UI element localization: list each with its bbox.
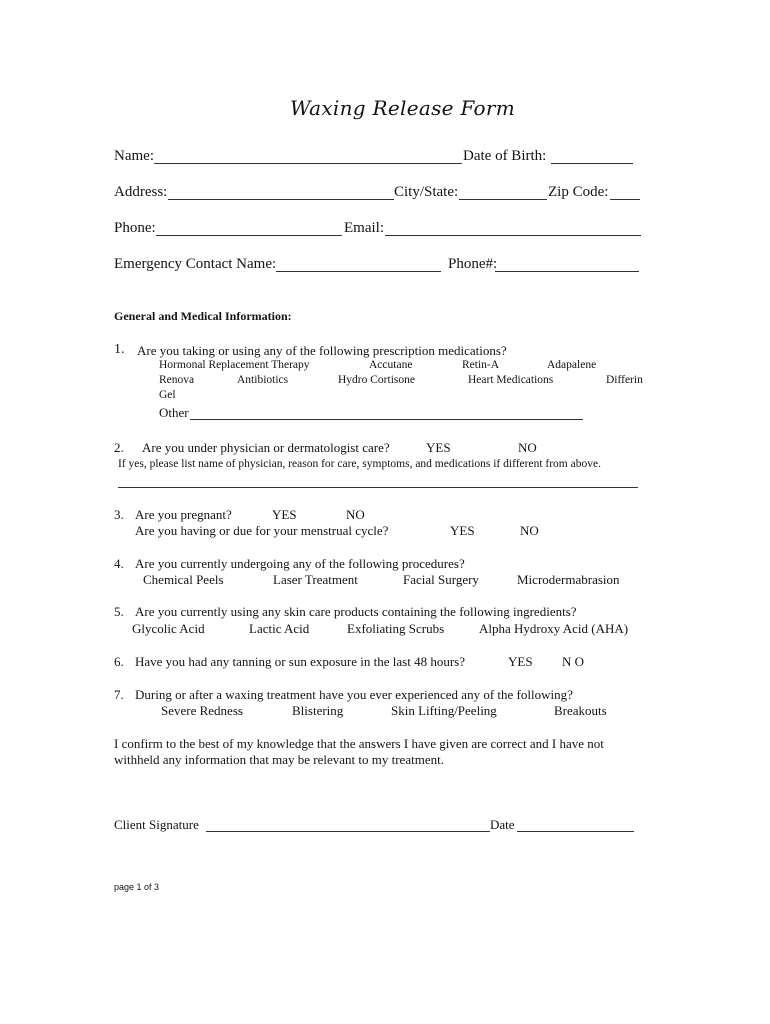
q6-yes[interactable]: YES xyxy=(508,654,533,669)
q3-text2: Are you having or due for your menstrual cycle? xyxy=(135,523,389,538)
confirm-text-line2: withheld any information that may be relevant to my treatment. xyxy=(114,752,444,767)
q7-option: Skin Lifting/Peeling xyxy=(391,703,497,718)
q5-number: 5. xyxy=(114,604,124,619)
q5-option: Alpha Hydroxy Acid (AHA) xyxy=(479,621,629,636)
email-label: Email: xyxy=(344,220,384,236)
confirm-text-line1: I confirm to the best of my knowledge that the answers I have given are correct and I have not xyxy=(114,736,604,751)
q1-number: 1. xyxy=(114,342,125,357)
dob-field[interactable] xyxy=(551,163,633,164)
q6-number: 6. xyxy=(114,654,124,669)
q6-text: Have you had any tanning or sun exposure in the last 48 hours? xyxy=(135,654,465,669)
q1-option: Heart Medications xyxy=(468,374,554,386)
emergency-name-field[interactable] xyxy=(276,271,441,272)
q6-no[interactable]: N O xyxy=(562,654,585,669)
phone-field[interactable] xyxy=(156,235,342,236)
client-signature-label: Client Signature xyxy=(114,817,199,832)
q1-option: Differin xyxy=(606,374,643,386)
q1-other-label: Other xyxy=(159,405,189,420)
name-field[interactable] xyxy=(154,163,462,164)
q2-text: Are you under physician or dermatologist care? xyxy=(142,440,390,455)
q3-number: 3. xyxy=(114,507,124,522)
q5-option: Glycolic Acid xyxy=(132,621,205,636)
q4-number: 4. xyxy=(114,556,124,571)
q5-option: Exfoliating Scrubs xyxy=(347,621,445,636)
q7-option: Breakouts xyxy=(554,703,607,718)
q1-option: Gel xyxy=(159,389,176,401)
q7-text: During or after a waxing treatment have you ever experienced any of the following? xyxy=(135,687,573,702)
q5-text: Are you currently using any skin care products containing the following ingredients? xyxy=(135,604,577,619)
q2-number: 2. xyxy=(114,440,124,455)
q4-option: Facial Surgery xyxy=(403,572,479,587)
q2-note: If yes, please list name of physician, reason for care, symptoms, and medications if different from above. xyxy=(118,458,601,470)
q1-option: Hydro Cortisone xyxy=(338,374,415,386)
q3-text: Are you pregnant? xyxy=(135,507,232,522)
q3-no2[interactable]: NO xyxy=(520,523,539,538)
q7-number: 7. xyxy=(114,687,124,702)
q2-no[interactable]: NO xyxy=(518,440,537,455)
q7-option: Blistering xyxy=(292,703,344,718)
q1-option: Accutane xyxy=(369,359,413,371)
q4-text: Are you currently undergoing any of the following procedures? xyxy=(135,556,465,571)
q2-details-field[interactable] xyxy=(118,487,638,488)
client-signature-field[interactable] xyxy=(206,831,490,832)
emergency-phone-field[interactable] xyxy=(495,271,639,272)
dob-label: Date of Birth: xyxy=(463,148,547,164)
address-label: Address: xyxy=(114,184,168,200)
address-field[interactable] xyxy=(168,199,394,200)
phone-label: Phone: xyxy=(114,220,156,236)
q3-yes2[interactable]: YES xyxy=(450,523,475,538)
city-state-label: City/State: xyxy=(394,184,459,200)
emergency-name-label: Emergency Contact Name: xyxy=(114,256,277,272)
q7-option: Severe Redness xyxy=(161,703,243,718)
signature-date-label: Date xyxy=(490,817,515,832)
q4-option: Chemical Peels xyxy=(143,572,224,587)
q5-option: Lactic Acid xyxy=(249,621,310,636)
q1-text: Are you taking or using any of the following prescription medications? xyxy=(137,343,507,358)
page-title: Waxing Release Form xyxy=(290,96,516,120)
email-field[interactable] xyxy=(385,235,641,236)
q1-option: Hormonal Replacement Therapy xyxy=(159,359,310,371)
q1-other-field[interactable] xyxy=(190,419,583,420)
q4-option: Microdermabrasion xyxy=(517,572,620,587)
q1-option: Adapalene xyxy=(547,359,597,371)
section-heading: General and Medical Information: xyxy=(114,309,292,323)
q1-option: Renova xyxy=(159,374,195,386)
signature-date-field[interactable] xyxy=(517,831,634,832)
q3-yes[interactable]: YES xyxy=(272,507,297,522)
zip-label: Zip Code: xyxy=(548,184,609,200)
page-number: page 1 of 3 xyxy=(114,882,160,892)
zip-field[interactable] xyxy=(610,199,640,200)
city-state-field[interactable] xyxy=(459,199,547,200)
name-label: Name: xyxy=(114,148,154,164)
q1-option: Retin-A xyxy=(462,359,500,371)
q4-option: Laser Treatment xyxy=(273,572,358,587)
q3-no[interactable]: NO xyxy=(346,507,365,522)
q2-yes[interactable]: YES xyxy=(426,440,451,455)
q1-option: Antibiotics xyxy=(237,374,289,386)
emergency-phone-label: Phone#: xyxy=(448,256,498,272)
